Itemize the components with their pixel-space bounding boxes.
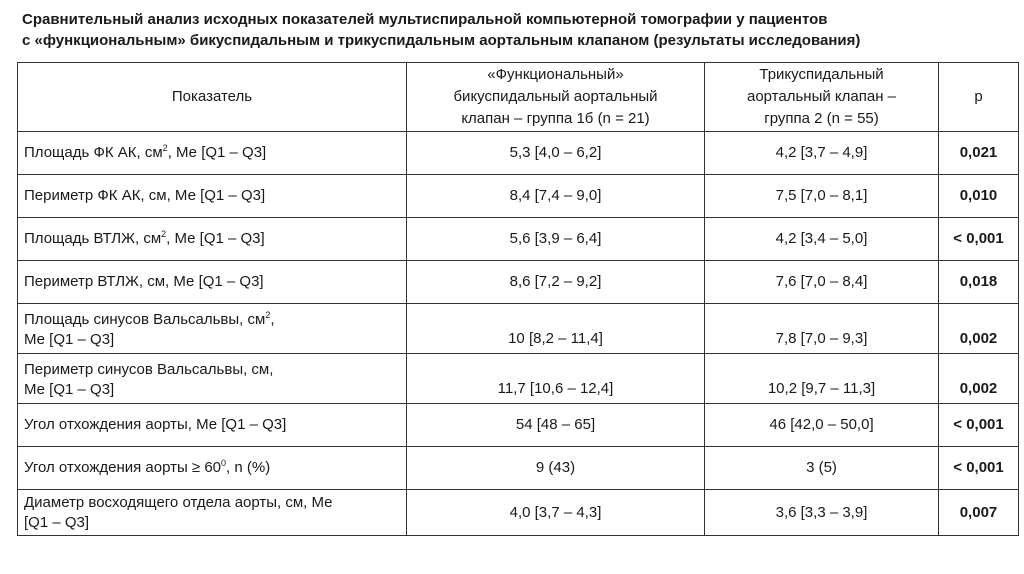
row-bicuspid-value: 5,6 [3,9 – 6,4] — [407, 218, 705, 261]
row-bicuspid-value: 8,6 [7,2 – 9,2] — [407, 261, 705, 304]
row-tricuspid-value: 7,6 [7,0 – 8,4] — [705, 261, 939, 304]
table-row — [18, 404, 1019, 447]
row-bicuspid-value: 11,7 [10,6 – 12,4] — [407, 354, 705, 404]
row-p-value: 0,002 — [939, 304, 1019, 354]
row-indicator: Периметр ФК АК, см, Ме [Q1 – Q3] — [18, 175, 407, 218]
header-p-value: p — [939, 63, 1019, 132]
row-bicuspid-value: 4,0 [3,7 – 4,3] — [407, 490, 705, 536]
row-tricuspid-value: 7,8 [7,0 – 9,3] — [705, 304, 939, 354]
row-indicator: Периметр синусов Вальсальвы, см, Ме [Q1 – Q3] — [18, 354, 407, 404]
header-row — [18, 63, 1019, 132]
table-row — [18, 261, 1019, 304]
row-bicuspid-value: 9 (43) — [407, 447, 705, 490]
row-p-value: 0,018 — [939, 261, 1019, 304]
row-tricuspid-value: 7,5 [7,0 – 8,1] — [705, 175, 939, 218]
table-row — [18, 304, 1019, 354]
row-indicator: Диаметр восходящего отдела аорты, см, Ме [Q1 – Q3] — [18, 490, 407, 536]
row-indicator: Площадь ФК АК, $см^2$, Ме [Q1 – Q3] — [18, 132, 407, 175]
row-indicator: Площадь синусов Вальсальвы, $см^2$, Ме [Q1 – Q3] — [18, 304, 407, 354]
row-p-value: < 0,001 — [939, 218, 1019, 261]
row-p-value: 0,002 — [939, 354, 1019, 404]
header-bicuspid: «Функциональный» бикуспидальный аортальный клапан – группа 1б (n = 21) — [407, 63, 705, 132]
row-p-value: < 0,001 — [939, 447, 1019, 490]
row-p-value: 0,021 — [939, 132, 1019, 175]
comparison-table — [17, 62, 1019, 536]
row-indicator: Угол отхождения аорты ≥ $60^0$, n (%) — [18, 447, 407, 490]
table-row — [18, 218, 1019, 261]
header-tricuspid: Трикуспидальный аортальный клапан – группа 2 (n = 55) — [705, 63, 939, 132]
row-tricuspid-value: 4,2 [3,7 – 4,9] — [705, 132, 939, 175]
row-indicator: Площадь ВТЛЖ, $см^2$, Ме [Q1 – Q3] — [18, 218, 407, 261]
row-tricuspid-value: 10,2 [9,7 – 11,3] — [705, 354, 939, 404]
row-tricuspid-value: 3 (5) — [705, 447, 939, 490]
row-p-value: 0,007 — [939, 490, 1019, 536]
row-indicator: Периметр ВТЛЖ, см, Ме [Q1 – Q3] — [18, 261, 407, 304]
row-tricuspid-value: 3,6 [3,3 – 3,9] — [705, 490, 939, 536]
row-indicator: Угол отхождения аорты, Ме [Q1 – Q3] — [18, 404, 407, 447]
table-row — [18, 447, 1019, 490]
title-line-2: с «функциональным» бикуспидальным и трикуспидальным аортальным клапаном (результаты исследования) — [22, 32, 861, 49]
header-indicator: Показатель — [18, 63, 407, 132]
row-tricuspid-value: 4,2 [3,4 – 5,0] — [705, 218, 939, 261]
title-line-1: Сравнительный анализ исходных показателей мультиспиральной компьютерной томографии у пациентов — [22, 11, 828, 28]
row-p-value: < 0,001 — [939, 404, 1019, 447]
row-bicuspid-value: 54 [48 – 65] — [407, 404, 705, 447]
row-bicuspid-value: 10 [8,2 – 11,4] — [407, 304, 705, 354]
document-title — [22, 9, 1012, 51]
row-tricuspid-value: 46 [42,0 – 50,0] — [705, 404, 939, 447]
row-bicuspid-value: 5,3 [4,0 – 6,2] — [407, 132, 705, 175]
table-row — [18, 132, 1019, 175]
row-p-value: 0,010 — [939, 175, 1019, 218]
row-bicuspid-value: 8,4 [7,4 – 9,0] — [407, 175, 705, 218]
table-row — [18, 354, 1019, 404]
table-row — [18, 175, 1019, 218]
table-row — [18, 490, 1019, 536]
